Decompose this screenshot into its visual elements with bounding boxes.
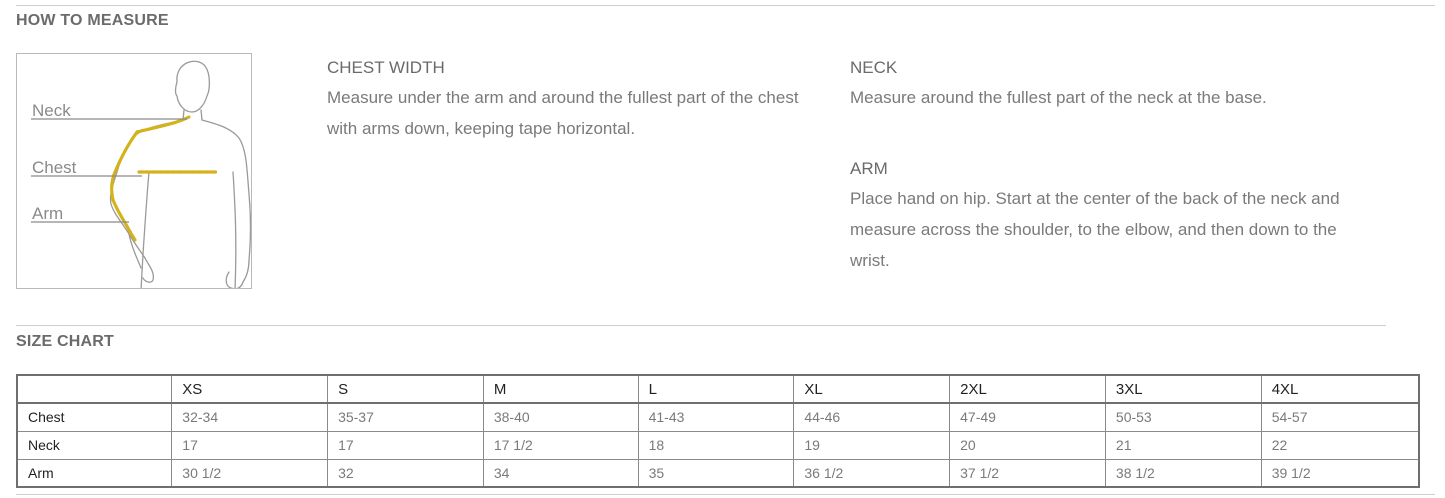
arm-heading: ARM — [850, 159, 888, 178]
size-col-s: S — [328, 375, 484, 403]
table-cell: 21 — [1105, 431, 1261, 459]
table-cell: 38-40 — [483, 403, 638, 431]
size-chart-title: SIZE CHART — [16, 333, 114, 350]
size-col-xl: XL — [794, 375, 950, 403]
neck-heading: NECK — [850, 58, 898, 77]
figure-label-arm: Arm — [32, 204, 64, 223]
table-cell: 18 — [638, 431, 794, 459]
table-row-neck — [17, 431, 1419, 459]
table-cell: 35 — [638, 459, 794, 487]
table-row-chest — [17, 403, 1419, 431]
size-col-4xl: 4XL — [1261, 375, 1419, 403]
top-divider — [16, 5, 1435, 6]
middle-divider — [16, 325, 1386, 326]
table-cell: 22 — [1261, 431, 1419, 459]
table-cell: 17 — [328, 431, 484, 459]
table-cell: 35-37 — [328, 403, 484, 431]
measurement-figure — [16, 53, 252, 289]
bottom-divider — [16, 494, 1435, 495]
table-row-arm — [17, 459, 1419, 487]
neck-block — [850, 54, 1350, 113]
table-cell: 44-46 — [794, 403, 950, 431]
table-cell: 17 1/2 — [483, 431, 638, 459]
table-cell: 50-53 — [1105, 403, 1261, 431]
size-chart-table — [16, 374, 1420, 488]
body-diagram — [17, 54, 252, 289]
arm-block — [850, 155, 1340, 276]
table-cell: 30 1/2 — [172, 459, 328, 487]
neck-text: Measure around the fullest part of the neck at the base. — [850, 88, 1267, 107]
chest-width-text: Measure under the arm and around the fullest part of the chest with arms down, keeping tape horizontal. — [327, 88, 799, 138]
table-cell: 32-34 — [172, 403, 328, 431]
size-header-row — [17, 375, 1419, 403]
table-cell: 37 1/2 — [950, 459, 1106, 487]
size-col-xs: XS — [172, 375, 328, 403]
table-cell: 38 1/2 — [1105, 459, 1261, 487]
size-col-m: M — [483, 375, 638, 403]
table-cell: 34 — [483, 459, 638, 487]
size-col-3xl: 3XL — [1105, 375, 1261, 403]
how-to-measure-title: HOW TO MEASURE — [16, 12, 169, 29]
size-col-l: L — [638, 375, 794, 403]
table-corner — [17, 375, 172, 403]
table-cell: 19 — [794, 431, 950, 459]
table-cell: 36 1/2 — [794, 459, 950, 487]
chest-width-heading: CHEST WIDTH — [327, 58, 445, 77]
table-cell: 17 — [172, 431, 328, 459]
table-cell: 32 — [328, 459, 484, 487]
row-label: Chest — [17, 403, 172, 431]
chest-width-block — [327, 54, 817, 144]
figure-label-neck: Neck — [32, 101, 71, 120]
table-cell: 39 1/2 — [1261, 459, 1419, 487]
table-cell: 41-43 — [638, 403, 794, 431]
row-label: Arm — [17, 459, 172, 487]
table-cell: 54-57 — [1261, 403, 1419, 431]
row-label: Neck — [17, 431, 172, 459]
arm-text: Place hand on hip. Start at the center of the back of the neck and measure across the shoulder, to the elbow, and then down to the wrist. — [850, 189, 1340, 270]
size-col-2xl: 2XL — [950, 375, 1106, 403]
figure-label-chest: Chest — [32, 158, 77, 177]
table-cell: 20 — [950, 431, 1106, 459]
table-cell: 47-49 — [950, 403, 1106, 431]
